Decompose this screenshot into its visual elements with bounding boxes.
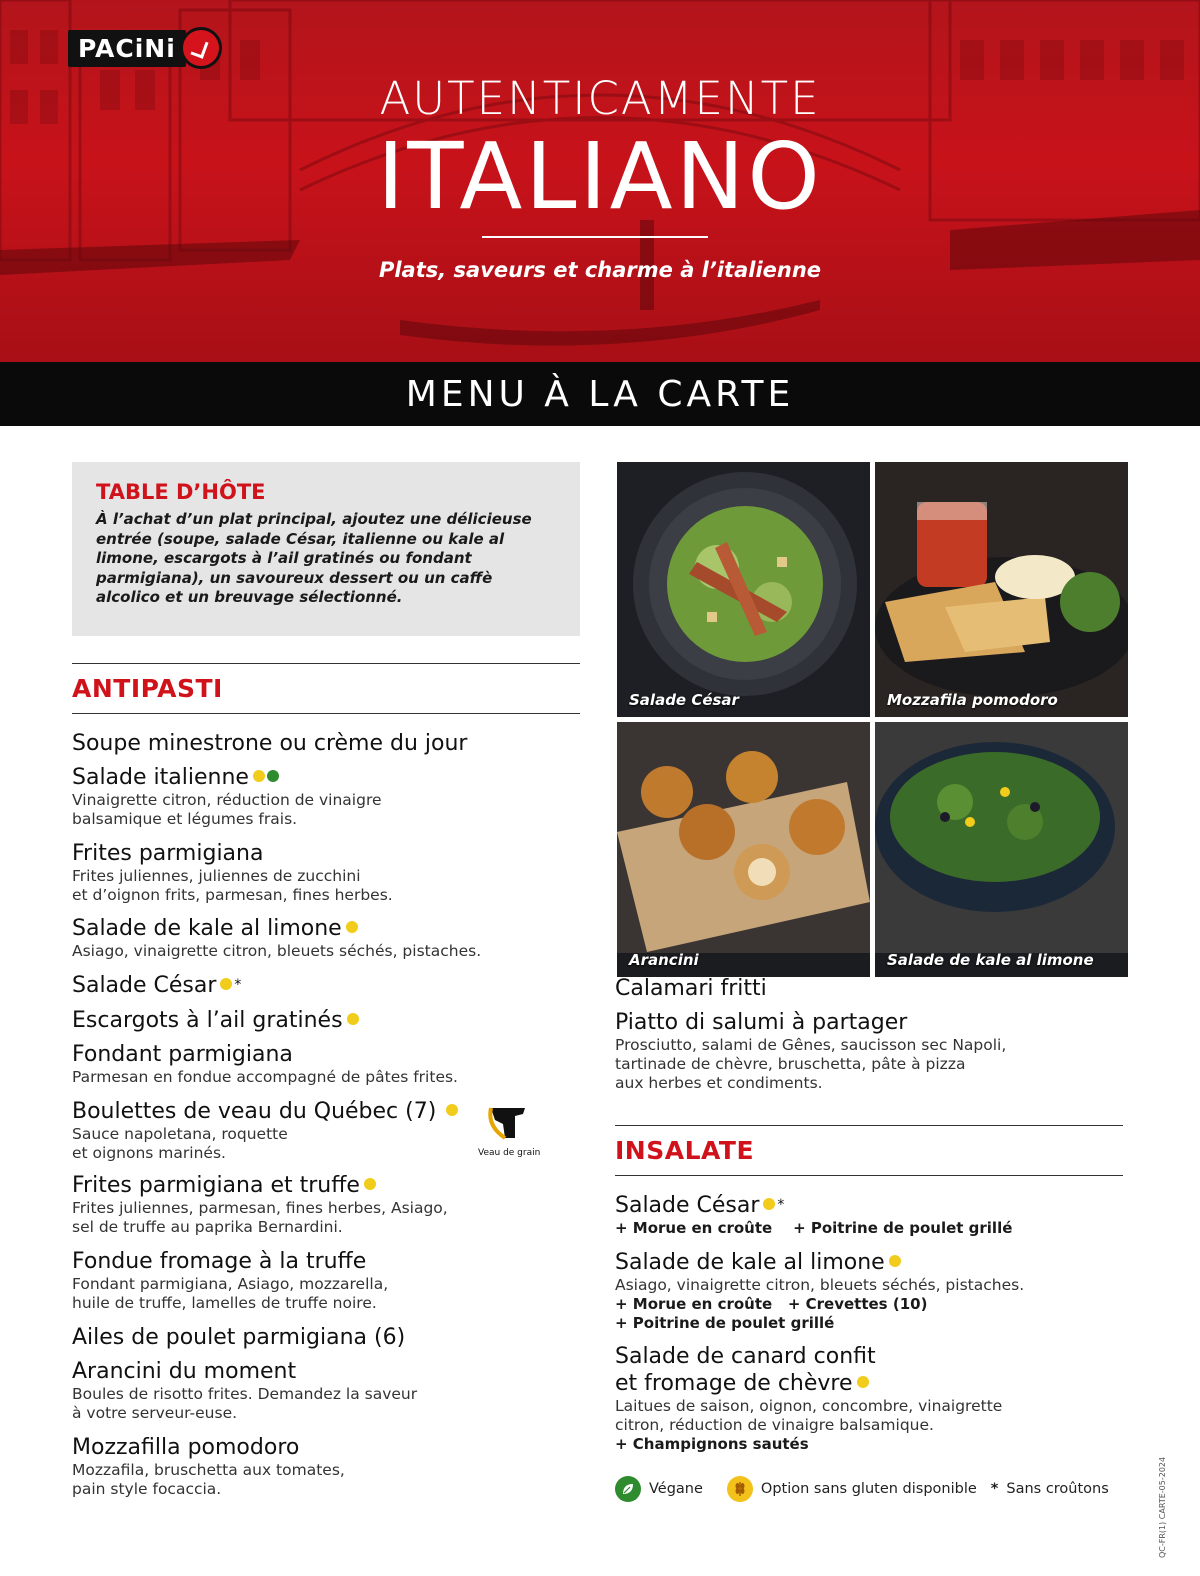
hero-banner [0, 0, 1200, 362]
photo-mozzafila [875, 462, 1128, 717]
item-description: Asiago, vinaigrette citron, bleuets séchés, pistaches. [72, 942, 482, 960]
calf-icon [485, 1102, 531, 1142]
item-description: Laitues de saison, oignon, concombre, vinaigrette citron, réduction de vinaigre balsamique. [615, 1397, 1003, 1434]
item-description: Fondant parmigiana, Asiago, mozzarella, huile de truffe, lamelles de truffe noire. [72, 1275, 389, 1312]
item-name-line2: et fromage de chèvre [615, 1371, 853, 1396]
insalate-title: INSALATE [615, 1136, 755, 1165]
menu-item[interactable] [72, 1248, 388, 1313]
photo-salade-cesar [617, 462, 870, 717]
item-name: Boulettes de veau du Québec (7) [72, 1099, 437, 1124]
mozzafila-plate-image [875, 462, 1128, 717]
gluten-free-dot-icon [347, 1013, 359, 1025]
item-description: Frites juliennes, parmesan, fines herbes, Asiago, sel de truffe au paprika Bernardini. [72, 1199, 448, 1236]
logo-tomato-icon [180, 27, 222, 69]
menu-item[interactable] [72, 1434, 345, 1499]
gluten-free-wheat-icon [727, 1476, 753, 1502]
menu-item[interactable] [615, 1009, 1006, 1093]
gluten-free-dot-icon [220, 978, 232, 990]
menu-item[interactable] [72, 1358, 417, 1423]
item-name: Ailes de poulet parmigiana (6) [72, 1325, 406, 1350]
menu-item[interactable] [615, 1343, 1002, 1454]
gluten-free-dot-icon [857, 1376, 869, 1388]
photo-arancini [617, 722, 870, 977]
legend-star-icon: * [990, 1481, 999, 1497]
photo-caption: Salade César [629, 691, 739, 709]
section-divider [72, 663, 580, 664]
item-name: Salade César [615, 1193, 760, 1218]
salad-bowl-image [617, 462, 870, 717]
menu-item[interactable] [72, 1324, 405, 1351]
item-description: Sauce napoletana, roquette et oignons marinés. [72, 1125, 288, 1162]
photo-caption: Salade de kale al limone [887, 951, 1094, 969]
legend-croutons: Sans croûtons [1006, 1481, 1109, 1497]
section-divider [72, 713, 580, 714]
hero-kicker: AUTENTICAMENTE [379, 72, 821, 125]
table-hote-box [72, 462, 580, 636]
logo-wordmark: PACiNi [68, 30, 186, 67]
menu-item[interactable] [72, 915, 481, 961]
item-name: Fondue fromage à la truffe [72, 1249, 367, 1274]
item-name: Escargots à l’ail gratinés [72, 1008, 343, 1033]
item-name: Salade de kale al limone [72, 916, 342, 941]
legend-vegan: Végane [649, 1481, 703, 1497]
veau-label: Veau de grain [478, 1148, 541, 1158]
gluten-free-dot-icon [253, 770, 265, 782]
item-name: Piatto di salumi à partager [615, 1010, 908, 1035]
menu-item[interactable] [615, 1192, 1012, 1238]
item-name: Soupe minestrone ou crème du jour [72, 731, 468, 756]
hero-tagline: Plats, saveurs et charme à l’italienne [378, 258, 822, 282]
menu-item[interactable] [72, 1041, 458, 1087]
gluten-free-dot-icon [446, 1104, 458, 1116]
no-croutons-star-icon: * [777, 1197, 785, 1213]
item-extras: + Champignons sautés [615, 1435, 809, 1453]
item-name: Frites parmigiana [72, 841, 264, 866]
photo-kale [875, 722, 1128, 977]
gluten-free-dot-icon [346, 921, 358, 933]
photo-caption: Mozzafila pomodoro [887, 691, 1058, 709]
menu-item[interactable] [72, 1172, 448, 1237]
arancini-board-image [617, 722, 870, 953]
section-divider [615, 1175, 1123, 1176]
menu-item[interactable] [615, 1249, 1024, 1333]
menu-item[interactable] [72, 1098, 458, 1163]
menu-item[interactable] [72, 972, 241, 999]
item-name: Frites parmigiana et truffe [72, 1173, 360, 1198]
gluten-free-dot-icon [763, 1198, 775, 1210]
hero-divider [482, 236, 708, 238]
item-name: Salade de kale al limone [615, 1250, 885, 1275]
vegan-dot-icon [267, 770, 279, 782]
menu-item[interactable] [72, 840, 393, 905]
hero-title: ITALIANO [377, 123, 823, 230]
veau-de-grain-badge [478, 1102, 541, 1162]
item-name: Salade italienne [72, 765, 249, 790]
no-croutons-star-icon: * [234, 977, 242, 993]
footer-code-text: QC-FR(1) CARTE-05-2024 [1158, 1456, 1167, 1558]
legend-gluten: Option sans gluten disponible [760, 1481, 977, 1497]
pacini-logo[interactable] [68, 26, 222, 70]
item-description: Vinaigrette citron, réduction de vinaigre balsamique et légumes frais. [72, 791, 382, 828]
kale-bowl-image [875, 722, 1128, 953]
item-description: Asiago, vinaigrette citron, bleuets séchés, pistaches. [615, 1276, 1025, 1294]
footer-code [1158, 1440, 1172, 1560]
item-name: Salade de canard confit [615, 1344, 876, 1369]
item-description: Parmesan en fondue accompagné de pâtes frites. [72, 1068, 458, 1086]
item-description: Prosciutto, salami de Gênes, saucisson sec Napoli, tartinade de chèvre, bruschetta, pâte à pizza aux herbes et condiments. [615, 1036, 1007, 1092]
menu-heading-band: MENU À LA CARTE [0, 362, 1200, 426]
menu-item[interactable] [72, 764, 382, 829]
menu-item[interactable] [72, 1007, 359, 1034]
antipasti-title: ANTIPASTI [72, 674, 223, 703]
item-name: Arancini du moment [72, 1359, 297, 1384]
photo-caption: Arancini [629, 951, 699, 969]
item-name: Fondant parmigiana [72, 1042, 293, 1067]
item-extras: + Morue en croûte + Crevettes (10) + Poitrine de poulet grillé [615, 1295, 928, 1332]
item-name: Mozzafilla pomodoro [72, 1435, 300, 1460]
item-extras: + Morue en croûte + Poitrine de poulet grillé [615, 1219, 1013, 1237]
vegan-leaf-icon [615, 1476, 641, 1502]
gluten-free-dot-icon [889, 1255, 901, 1267]
item-name: Salade César [72, 973, 217, 998]
table-hote-title: TABLE D’HÔTE [96, 480, 266, 504]
item-description: Mozzafila, bruschetta aux tomates, pain style focaccia. [72, 1461, 345, 1498]
item-description: Boules de risotto frites. Demandez la saveur à votre serveur-euse. [72, 1385, 418, 1422]
table-hote-text: À l’achat d’un plat principal, ajoutez une délicieuse entrée (soupe, salade César, italienne ou kale al limone, escargots à l’ail gratinés ou fondant parmigiana), un savoureux dessert ou un caffè alcolico et un breuvage sélectionné. [96, 510, 532, 607]
gluten-free-dot-icon [364, 1178, 376, 1190]
item-name: Calamari fritti [615, 976, 767, 1001]
item-description: Frites juliennes, juliennes de zucchini et d’oignon frits, parmesan, fines herbes. [72, 867, 393, 904]
menu-item[interactable] [615, 975, 767, 1002]
legend [615, 1472, 1127, 1506]
section-divider [615, 1125, 1123, 1126]
menu-item[interactable] [72, 730, 467, 757]
